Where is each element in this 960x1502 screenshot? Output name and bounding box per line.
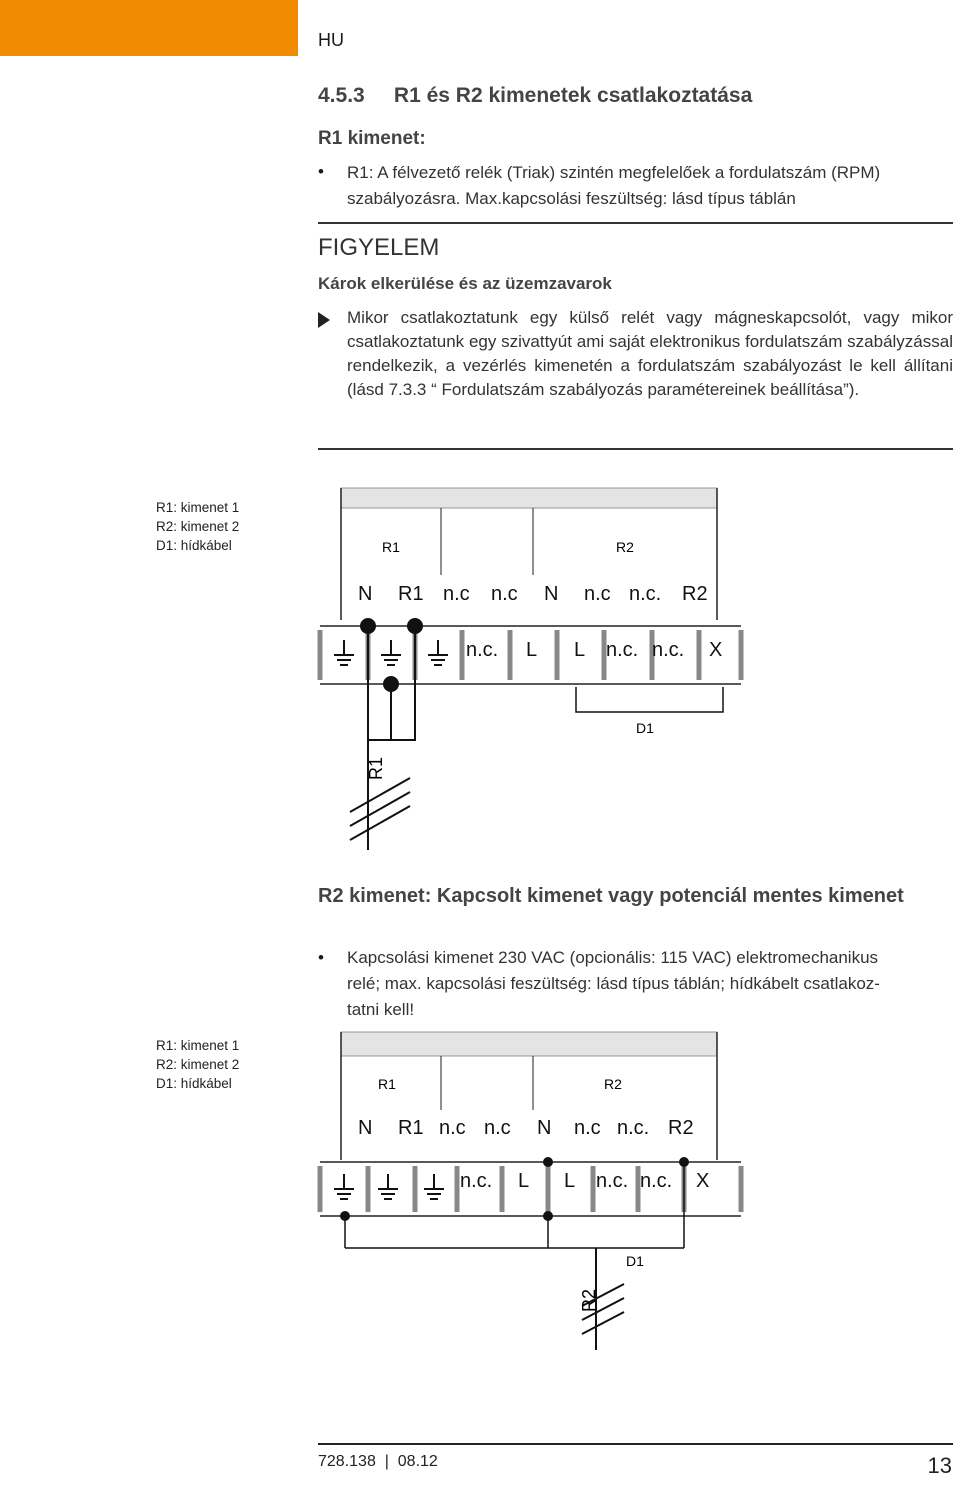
terminal-label: n.c xyxy=(443,583,470,605)
legend-line: R2: kimenet 2 xyxy=(156,1057,240,1072)
terminal-label: R2 xyxy=(668,1117,694,1139)
terminal-label: X xyxy=(709,639,723,661)
warning-title: FIGYELEM xyxy=(318,234,440,261)
legend-line: R2: kimenet 2 xyxy=(156,519,240,534)
ground-icon xyxy=(381,640,401,665)
ground-icon xyxy=(378,1174,398,1199)
terminal-label: L xyxy=(564,1170,576,1192)
terminal-label: N xyxy=(358,583,373,605)
warning-subtitle: Károk elkerülése és az üzemzavarok xyxy=(318,274,612,293)
terminal-label: n.c. xyxy=(460,1170,493,1192)
section-title-text: R1 és R2 kimenetek csatlakoztatása xyxy=(393,84,753,107)
terminal-label: N xyxy=(544,583,559,605)
r2-bullet-line2: relé; max. kapcsolási feszültség: lásd típus táblán; hídkábelt csatlakoz- xyxy=(347,974,880,993)
warning-text: Mikor csatlakoztatunk egy külső relét vagy mágneskapcsolót, vagy mikor csatlakoztatunk egy szivattyút ami saját elektronikus fordulatszám szabályzással rendelkezik, a vezérlés kimenetén a fordulatszám szabályozást le kell állítani (lásd 7.3.3 “ Fordulatszám szabályozás paramétereinek beállítása”). xyxy=(347,308,953,399)
footer-doc-info: 728.138 | 08.12 xyxy=(318,1453,438,1470)
legend-line: R1: kimenet 1 xyxy=(156,500,240,515)
terminal-label: n.c xyxy=(584,583,611,605)
doc-number: 728.138 xyxy=(318,1453,376,1470)
wiring-diagram-r1 xyxy=(300,480,760,850)
legend-2 xyxy=(156,1036,239,1093)
orange-header-bar xyxy=(0,0,298,56)
section-title xyxy=(318,84,752,108)
group-label-r2: R2 xyxy=(604,1076,622,1092)
group-label-r1: R1 xyxy=(382,539,400,555)
terminal-label: n.c. xyxy=(606,639,639,661)
terminal-label: L xyxy=(526,639,538,661)
terminal-label: n.c xyxy=(574,1117,601,1139)
terminal-label: R1 xyxy=(398,583,424,605)
terminal-label: n.c xyxy=(491,583,518,605)
divider xyxy=(318,222,953,224)
doc-date: 08.12 xyxy=(397,1453,438,1470)
ground-icon xyxy=(334,640,354,665)
group-label-r2: R2 xyxy=(616,539,634,555)
r2-bullet-line1: Kapcsolási kimenet 230 VAC (opcionális: 115 VAC) elektromechanikus xyxy=(347,948,879,967)
terminal-label: L xyxy=(574,639,586,661)
bullet-dot: • xyxy=(318,948,324,967)
terminal-label: L xyxy=(518,1170,530,1192)
legend-line: D1: hídkábel xyxy=(156,538,232,553)
terminal-label: n.c xyxy=(439,1117,466,1139)
page-number: 13 xyxy=(927,1453,952,1478)
legend-line: D1: hídkábel xyxy=(156,1076,232,1091)
divider xyxy=(318,448,953,450)
terminal-label: R1 xyxy=(398,1117,424,1139)
legend-1 xyxy=(156,498,239,555)
ground-icon xyxy=(428,640,448,665)
terminal-label: X xyxy=(696,1170,710,1192)
r1-bullet-line1: R1: A félvezető relék (Triak) szintén megfelelőek a fordulatszám (RPM) xyxy=(347,163,881,182)
terminal-label: n.c. xyxy=(629,583,662,605)
terminal-label: n.c. xyxy=(652,639,685,661)
r1-heading: R1 kimenet: xyxy=(318,128,426,149)
terminal-label: n.c. xyxy=(466,639,499,661)
legend-line: R1: kimenet 1 xyxy=(156,1038,240,1053)
r2-heading: R2 kimenet: Kapcsolt kimenet vagy potenciál mentes kimenet xyxy=(318,885,904,907)
ground-icon xyxy=(334,1174,354,1199)
bridge-label: D1 xyxy=(626,1253,644,1269)
terminal-label: n.c. xyxy=(640,1170,673,1192)
r1-bullet-line2: szabályozásra. Max.kapcsolási feszültség: lásd típus táblán xyxy=(347,189,796,208)
terminal-label: R2 xyxy=(682,583,708,605)
terminal-label: n.c. xyxy=(617,1117,650,1139)
r2-bullet-line3: tatni kell! xyxy=(347,1000,415,1019)
arrow-right-icon xyxy=(318,312,330,328)
terminal-label: N xyxy=(537,1117,552,1139)
language-label: HU xyxy=(318,30,344,50)
terminal-label: n.c. xyxy=(596,1170,629,1192)
bridge-label: D1 xyxy=(636,720,654,736)
section-number: 4.5.3 xyxy=(318,84,365,107)
footer-divider xyxy=(318,1443,953,1445)
wiring-diagram-r2 xyxy=(300,1030,760,1350)
terminal-label: n.c xyxy=(484,1117,511,1139)
group-label-r1: R1 xyxy=(378,1076,396,1092)
ground-icon xyxy=(424,1174,444,1199)
cable-label-r1: R1 xyxy=(366,756,386,780)
terminal-label: N xyxy=(358,1117,373,1139)
cable-label-r2: R2 xyxy=(579,1288,599,1312)
bullet-dot: • xyxy=(318,162,324,181)
